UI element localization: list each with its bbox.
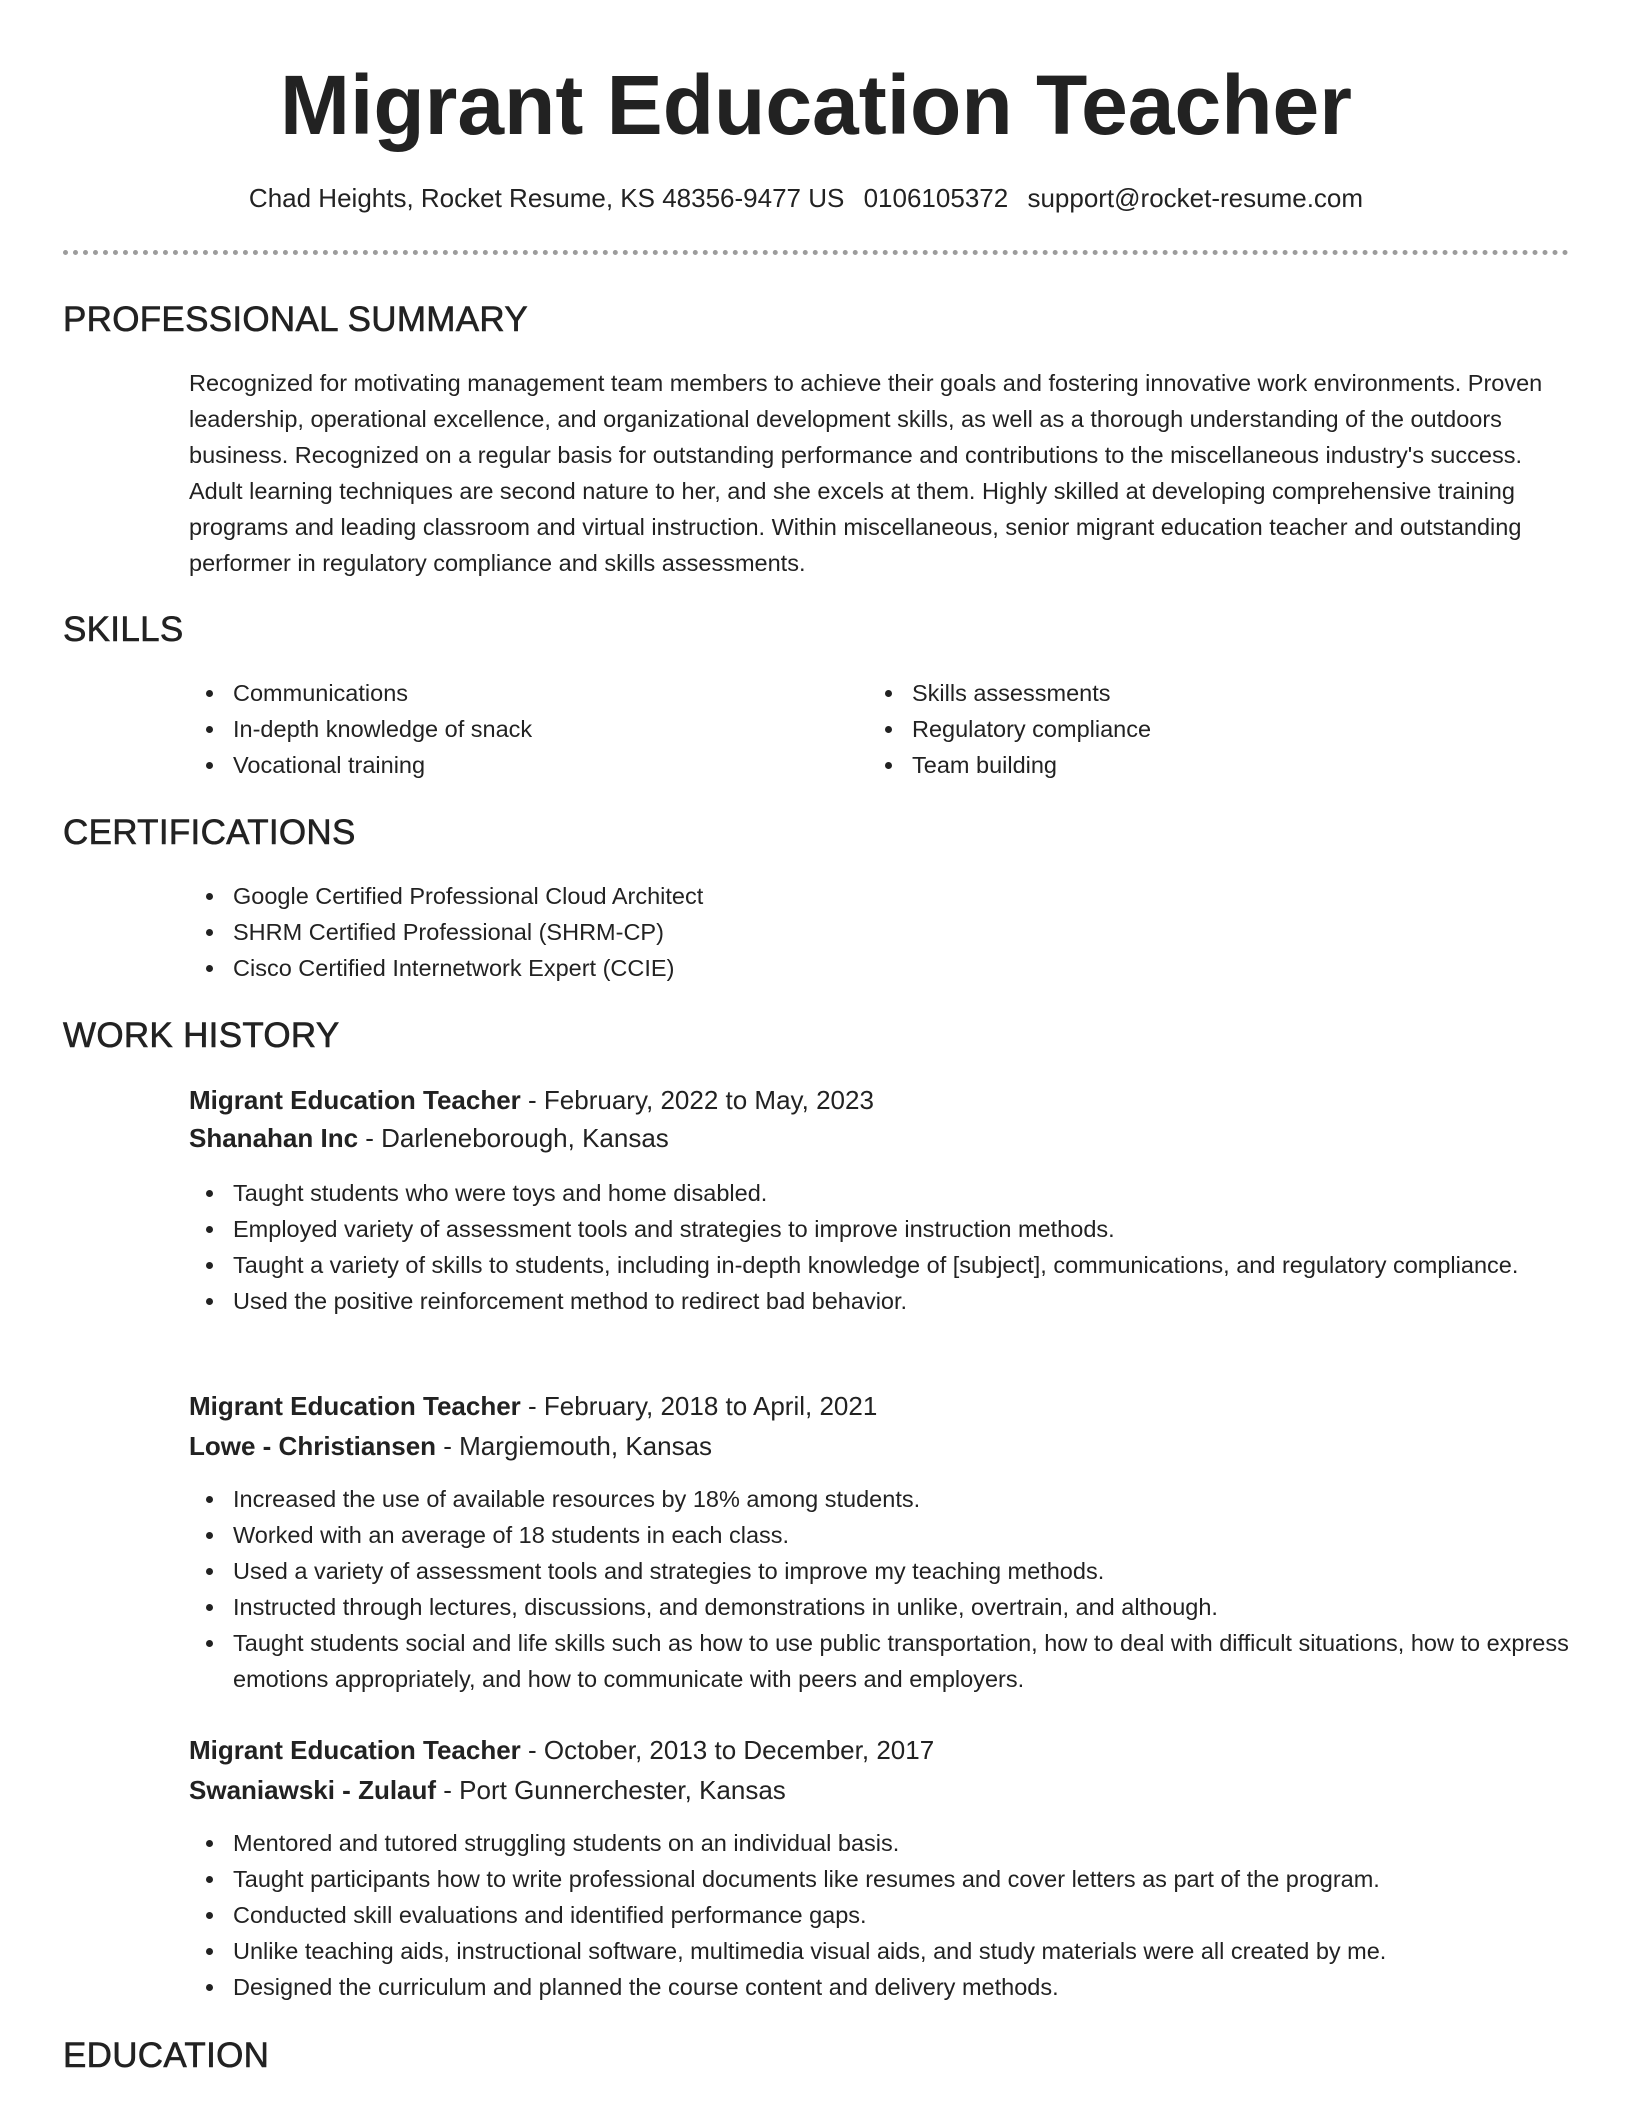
list-item: SHRM Certified Professional (SHRM-CP)	[189, 914, 1569, 950]
list-item: In-depth knowledge of snack	[189, 711, 849, 747]
job-title-line	[189, 1387, 1569, 1425]
list-item: Communications	[189, 675, 849, 711]
job-bullets	[189, 1825, 1569, 2005]
job-title-line	[189, 1731, 1569, 1769]
job-company: Swaniawski - Zulauf	[189, 1775, 437, 1805]
list-item: Skills assessments	[868, 675, 1528, 711]
section-title-work-history: WORK HISTORY	[63, 1016, 340, 1055]
summary-text: Recognized for motivating management team members to achieve their goals and fostering innovative work environments. Proven leadership, operational excellence, and organizational development skills, as well as a thorough understanding of the outdoors business. Recognized on a regular basis for outstanding performance and contributions to the miscellaneous industry's success. Adult learning techniques are second nature to her, and she excels at them. Highly skilled at developing comprehensive training programs and leading classroom and virtual instruction. Within miscellaneous, senior migrant education teacher and outstanding performer in regulatory compliance and skills assessments.	[189, 370, 1543, 576]
list-item: Worked with an average of 18 students in each class.	[189, 1517, 1569, 1553]
list-item: Taught a variety of skills to students, including in-depth knowledge of [subject], communications, and regulatory compliance.	[189, 1247, 1569, 1283]
job-company-line	[189, 1427, 1569, 1465]
certifications-list	[189, 878, 1569, 986]
job-bullets	[189, 1175, 1569, 1319]
list-item: Instructed through lectures, discussions, and demonstrations in unlike, overtrain, and although.	[189, 1589, 1569, 1625]
job-company: Shanahan Inc	[189, 1123, 359, 1153]
list-item: Mentored and tutored struggling students on an individual basis.	[189, 1825, 1569, 1861]
job-location: - Margiemouth, Kansas	[436, 1431, 713, 1461]
job-dates: - February, 2018 to April, 2021	[520, 1391, 878, 1421]
job-location: - Darleneborough, Kansas	[358, 1123, 669, 1153]
job-title-line	[189, 1081, 1569, 1119]
list-item: Unlike teaching aids, instructional software, multimedia visual aids, and study materials were all created by me.	[189, 1933, 1569, 1969]
list-item: Employed variety of assessment tools and strategies to improve instruction methods.	[189, 1211, 1569, 1247]
section-title-certifications: CERTIFICATIONS	[63, 813, 356, 852]
contact-phone: 0106105372	[863, 183, 1009, 213]
list-item: Google Certified Professional Cloud Architect	[189, 878, 1569, 914]
job-company-line	[189, 1119, 1569, 1157]
list-item: Conducted skill evaluations and identified performance gaps.	[189, 1897, 1569, 1933]
job-company-line	[189, 1771, 1569, 1809]
list-item: Team building	[868, 747, 1528, 783]
list-item: Used a variety of assessment tools and strategies to improve my teaching methods.	[189, 1553, 1569, 1589]
job-location: - Port Gunnerchester, Kansas	[436, 1775, 786, 1805]
job-title: Migrant Education Teacher	[189, 1391, 521, 1421]
job-dates: - February, 2022 to May, 2023	[520, 1085, 874, 1115]
list-item: Taught participants how to write professional documents like resumes and cover letters as part of the program.	[189, 1861, 1569, 1897]
section-title-skills: SKILLS	[63, 610, 184, 649]
job-dates: - October, 2013 to December, 2017	[520, 1735, 935, 1765]
skills-list-left	[189, 675, 849, 783]
job-bullets	[189, 1481, 1569, 1697]
job-title: Migrant Education Teacher	[189, 1735, 521, 1765]
list-item: Used the positive reinforcement method to redirect bad behavior.	[189, 1283, 1569, 1319]
list-item: Taught students who were toys and home disabled.	[189, 1175, 1569, 1211]
list-item: Regulatory compliance	[868, 711, 1528, 747]
job-title: Migrant Education Teacher	[189, 1085, 521, 1115]
list-item: Designed the curriculum and planned the course content and delivery methods.	[189, 1969, 1569, 2005]
list-item: Taught students social and life skills such as how to use public transportation, how to deal with difficult situations, how to express emotions appropriately, and how to communicate with peers and employers.	[189, 1625, 1569, 1697]
contact-email: support@rocket-resume.com	[1027, 183, 1364, 213]
header-divider	[63, 250, 1569, 255]
section-title-summary: PROFESSIONAL SUMMARY	[63, 300, 528, 339]
resume-title: Migrant Education Teacher	[280, 58, 1352, 152]
list-item: Cisco Certified Internetwork Expert (CCIE)	[189, 950, 1569, 986]
list-item: Increased the use of available resources by 18% among students.	[189, 1481, 1569, 1517]
contact-address: Chad Heights, Rocket Resume, KS 48356-9477 US	[248, 183, 845, 213]
list-item: Vocational training	[189, 747, 849, 783]
skills-list-right	[868, 675, 1528, 783]
section-title-education: EDUCATION	[63, 2036, 270, 2075]
job-company: Lowe - Christiansen	[189, 1431, 437, 1461]
contact-line	[0, 178, 1612, 218]
